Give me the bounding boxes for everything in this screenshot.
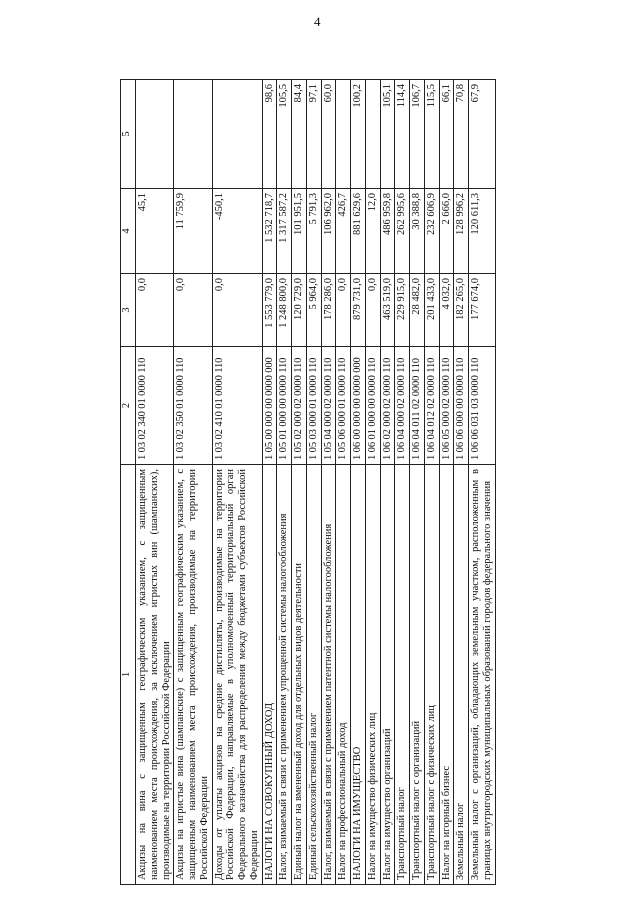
execution-percent-cell: 105,5: [277, 80, 292, 189]
revenue-name-cell: Транспортный налог с физических лиц: [424, 465, 439, 885]
table-row: [277, 80, 292, 885]
execution-percent-cell: [212, 80, 262, 189]
revenue-name-cell: Единый сельскохозяйственный налог: [306, 465, 321, 885]
budget-code-cell: 1 06 06 031 03 0000 110: [469, 347, 496, 465]
planned-amount-cell: 4 032,0: [439, 274, 454, 347]
revenue-name-cell: Налог на имущество физических лиц: [365, 465, 380, 885]
actual-amount-cell: 12,0: [365, 189, 380, 274]
budget-code-cell: 1 06 06 000 00 0000 110: [454, 347, 469, 465]
planned-amount-cell: 0,0: [365, 274, 380, 347]
table-row: [469, 80, 496, 885]
table-row: [365, 80, 380, 885]
header-row: [121, 80, 136, 885]
planned-amount-cell: 1 248 800,0: [277, 274, 292, 347]
execution-percent-cell: 105,1: [380, 80, 395, 189]
column-header: 5: [121, 80, 136, 189]
planned-amount-cell: 28 482,0: [410, 274, 425, 347]
execution-percent-cell: 97,1: [306, 80, 321, 189]
budget-code-cell: 1 06 04 011 02 0000 110: [410, 347, 425, 465]
actual-amount-cell: 5 791,3: [306, 189, 321, 274]
column-header: 2: [121, 347, 136, 465]
actual-amount-cell: 45,1: [136, 189, 174, 274]
planned-amount-cell: 1 553 779,0: [262, 274, 277, 347]
actual-amount-cell: 232 606,9: [424, 189, 439, 274]
budget-code-cell: 1 06 04 012 02 0000 110: [424, 347, 439, 465]
page-number: 4: [314, 14, 321, 29]
revenue-name-cell: Земельный налог: [454, 465, 469, 885]
budget-code-cell: 1 06 00 000 00 0000 000: [351, 347, 366, 465]
column-header: 1: [121, 465, 136, 885]
table-row: [380, 80, 395, 885]
execution-percent-cell: 100,2: [351, 80, 366, 189]
execution-percent-cell: 98,6: [262, 80, 277, 189]
execution-percent-cell: [365, 80, 380, 189]
budget-code-cell: 1 05 03 000 01 0000 110: [306, 347, 321, 465]
execution-percent-cell: 114,4: [395, 80, 410, 189]
actual-amount-cell: 106 962,0: [321, 189, 336, 274]
budget-table-rotated: [120, 80, 610, 885]
revenue-name-cell: Налог на игорный бизнес: [439, 465, 454, 885]
table-row: [292, 80, 307, 885]
revenue-name-cell: НАЛОГИ НА СОВОКУПНЫЙ ДОХОД: [262, 465, 277, 885]
revenue-name-cell: Налог, взимаемый в связи с применением упрощенной системы налогообложения: [277, 465, 292, 885]
revenue-name-cell: Транспортный налог: [395, 465, 410, 885]
table-row: [351, 80, 366, 885]
budget-code-cell: 1 05 02 000 02 0000 110: [292, 347, 307, 465]
budget-code-cell: 1 06 01 000 00 0000 110: [365, 347, 380, 465]
column-header: 3: [121, 274, 136, 347]
table-row: [306, 80, 321, 885]
budget-code-cell: 1 03 02 410 01 0000 110: [212, 347, 262, 465]
revenue-name-cell: Налог на имущество организаций: [380, 465, 395, 885]
execution-percent-cell: [136, 80, 174, 189]
execution-percent-cell: 66,1: [439, 80, 454, 189]
actual-amount-cell: 262 995,6: [395, 189, 410, 274]
table-row: [395, 80, 410, 885]
revenue-name-cell: Налог, взимаемый в связи с применением патентной системы налогообложения: [321, 465, 336, 885]
actual-amount-cell: 426,7: [336, 189, 351, 274]
actual-amount-cell: -450,1: [212, 189, 262, 274]
execution-percent-cell: 70,8: [454, 80, 469, 189]
planned-amount-cell: 120 729,0: [292, 274, 307, 347]
budget-code-cell: 1 06 04 000 02 0000 110: [395, 347, 410, 465]
table-row: [212, 80, 262, 885]
revenue-name-cell: Акцизы на игристые вина (шампанские) с защищенным географическим указанием, с защищенным наименованием места происхождения, производимые на территории Российской Федерации: [174, 465, 212, 885]
budget-code-cell: 1 05 00 000 00 0000 000: [262, 347, 277, 465]
budget-code-cell: 1 05 04 000 02 0000 110: [321, 347, 336, 465]
budget-code-cell: 1 05 01 000 00 0000 110: [277, 347, 292, 465]
table-row: [174, 80, 212, 885]
revenue-name-cell: Доходы от уплаты акцизов на средние дистилляты, производимые на территории Российской Федерации, направляемые в уполномоченный территориальный орган Федерального казначейства для распределения между бюджетами субъектов Российской Федерации: [212, 465, 262, 885]
planned-amount-cell: 201 433,0: [424, 274, 439, 347]
budget-code-cell: 1 05 06 000 01 0000 110: [336, 347, 351, 465]
planned-amount-cell: 229 915,0: [395, 274, 410, 347]
table-row: [424, 80, 439, 885]
table-row: [321, 80, 336, 885]
actual-amount-cell: 101 951,5: [292, 189, 307, 274]
revenue-name-cell: Единый налог на вмененный доход для отдельных видов деятельности: [292, 465, 307, 885]
planned-amount-cell: 0,0: [136, 274, 174, 347]
actual-amount-cell: 128 996,2: [454, 189, 469, 274]
budget-code-cell: 1 03 02 340 01 0000 110: [136, 347, 174, 465]
execution-percent-cell: 106,7: [410, 80, 425, 189]
planned-amount-cell: 0,0: [336, 274, 351, 347]
actual-amount-cell: 1 317 587,2: [277, 189, 292, 274]
planned-amount-cell: 177 674,0: [469, 274, 496, 347]
table-row: [136, 80, 174, 885]
table-row: [410, 80, 425, 885]
budget-code-cell: 1 06 02 000 02 0000 110: [380, 347, 395, 465]
table-row: [262, 80, 277, 885]
budget-revenue-table: [120, 79, 496, 885]
execution-percent-cell: 60,0: [321, 80, 336, 189]
planned-amount-cell: 879 731,0: [351, 274, 366, 347]
actual-amount-cell: 1 532 718,7: [262, 189, 277, 274]
execution-percent-cell: 115,5: [424, 80, 439, 189]
table-row: [454, 80, 469, 885]
planned-amount-cell: 5 964,0: [306, 274, 321, 347]
revenue-name-cell: Транспортный налог с организаций: [410, 465, 425, 885]
revenue-name-cell: Акцизы на вина с защищенным географическим указанием, с защищенным наименованием места происхождения, за исключением игристых вин (шампанских), производимые на территории Российской Федерации: [136, 465, 174, 885]
execution-percent-cell: [336, 80, 351, 189]
planned-amount-cell: 0,0: [212, 274, 262, 347]
actual-amount-cell: 486 959,8: [380, 189, 395, 274]
actual-amount-cell: 120 611,3: [469, 189, 496, 274]
planned-amount-cell: 178 286,0: [321, 274, 336, 347]
planned-amount-cell: 0,0: [174, 274, 212, 347]
actual-amount-cell: 881 629,6: [351, 189, 366, 274]
actual-amount-cell: 2 666,0: [439, 189, 454, 274]
execution-percent-cell: 84,4: [292, 80, 307, 189]
budget-code-cell: 1 03 02 350 01 0000 110: [174, 347, 212, 465]
table-body: [136, 80, 496, 885]
revenue-name-cell: Земельный налог с организаций, обладающих земельным участком, расположенным в границах внутригородских муниципальных образований городов федерального значения: [469, 465, 496, 885]
table-row: [439, 80, 454, 885]
actual-amount-cell: 30 388,8: [410, 189, 425, 274]
revenue-name-cell: Налог на профессиональный доход: [336, 465, 351, 885]
column-header: 4: [121, 189, 136, 274]
execution-percent-cell: 67,9: [469, 80, 496, 189]
planned-amount-cell: 463 519,0: [380, 274, 395, 347]
execution-percent-cell: [174, 80, 212, 189]
revenue-name-cell: НАЛОГИ НА ИМУЩЕСТВО: [351, 465, 366, 885]
table-row: [336, 80, 351, 885]
budget-code-cell: 1 06 05 000 02 0000 110: [439, 347, 454, 465]
planned-amount-cell: 182 265,0: [454, 274, 469, 347]
actual-amount-cell: 11 759,9: [174, 189, 212, 274]
